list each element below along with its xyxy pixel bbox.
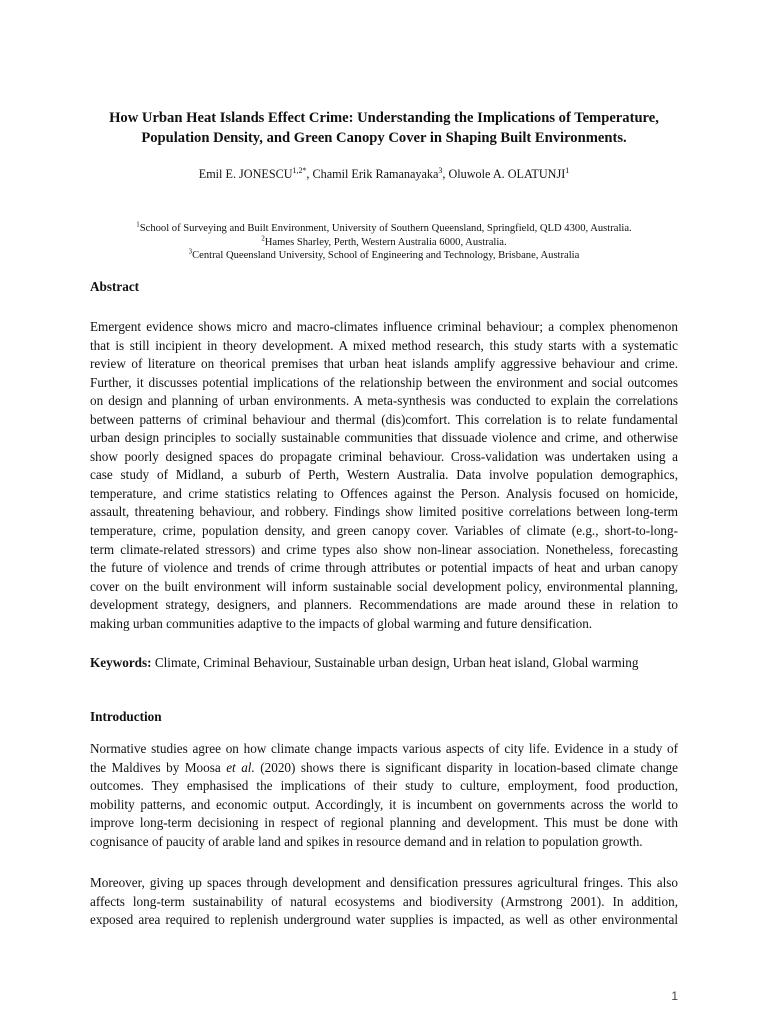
- abstract-line: between patterns of criminal behaviour and thermal (dis)comfort. This correlation is to relate fundamental: [90, 411, 678, 427]
- abstract-line: temperature, and crime statistics relating to Offences against the Person. Analysis focused on homicide,: [90, 485, 678, 501]
- abstract-line: Further, it discusses potential implications of the relationship between the environment and social outcomes: [90, 374, 678, 390]
- abstract-line: the future of violence and trends of crime through attributes or potential impacts of heat and urban canopy: [90, 560, 678, 576]
- intro-p1-line: improve long-term decisioning in respect of regional planning and development. This must be done with: [90, 815, 678, 831]
- intro-p2-line: exposed area required to replenish underground water supplies is impacted, as well as other environmental: [90, 912, 678, 928]
- author-list: [0, 166, 768, 182]
- title-line-2: Population Density, and Green Canopy Cover in Shaping Built Environments.: [141, 130, 627, 146]
- abstract-line: on design and planning of urban environments. A meta-synthesis was conducted to explain the correlations: [90, 393, 678, 409]
- affiliation-3: $^3$Central Queensland University, School of Engineering and Technology, Brisbane, Australia: [188, 248, 580, 261]
- keywords-text: Climate, Criminal Behaviour, Sustainable urban design, Urban heat island, Global warming: [151, 655, 639, 670]
- abstract-line: show poorly designed spaces do propagate criminal behaviour. Cross-validation was undertaken using a: [90, 448, 678, 464]
- intro-p1-line: Normative studies agree on how climate change impacts various aspects of city life. Evidence in a study of: [90, 741, 678, 756]
- intro-p1-line: mobility patterns, and economic output. Accordingly, it is incumbent on governments across the world to: [90, 796, 678, 812]
- author-2: Chamil Erik Ramanayaka$^3$,: [312, 165, 449, 181]
- abstract-line: urban design principles to socially sustainable communities that dissuade violence and crime, and otherwise: [90, 430, 678, 446]
- keywords: [90, 654, 639, 672]
- title-line-1: How Urban Heat Islands Effect Crime: Understanding the Implications of Temperature,: [109, 110, 659, 126]
- abstract-line: making urban communities adaptive to the impacts of global warming and future densification.: [90, 615, 593, 631]
- abstract-line: cover on the built environment will inform sustainable social development policy, environmental planning,: [90, 578, 678, 594]
- abstract-heading: Abstract: [90, 279, 140, 294]
- introduction-heading: Introduction: [90, 709, 162, 724]
- page-number: 1: [671, 989, 678, 1003]
- abstract-line: development strategy, designers, and planners. Recommendations are made around these in relation to: [90, 597, 678, 613]
- abstract-line: Emergent evidence shows micro and macro-climates influence criminal behaviour; a complex phenomenon: [90, 319, 678, 334]
- affiliation-2: $^2$Hames Sharley, Perth, Western Australia 6000, Australia.: [261, 234, 507, 248]
- abstract-line: assault, threatening behaviour, and robbery. Findings show limited positive correlations between long-term: [90, 504, 678, 520]
- abstract-line: that is still incipient in theory development. A mixed method research, this study starts with a systematic: [90, 337, 678, 353]
- keywords-label: Keywords:: [90, 655, 152, 670]
- intro-p1-line: the Maldives by Moosa et al. (2020) shows there is significant disparity in location-based climate change: [90, 759, 678, 775]
- intro-p2-line: Moreover, giving up spaces through development and densification pressures agricultural fringes. This also: [90, 875, 678, 890]
- intro-p2-line: affects long-term sustainability of natural ecosystems and biodiversity (Armstrong 2001). In addition,: [90, 893, 678, 909]
- abstract-paragraph: [90, 318, 678, 633]
- intro-paragraph-1: [90, 740, 678, 851]
- abstract-line: review of literature on theorical premises that urban heat islands amplify aggressive behaviour and crime.: [90, 356, 678, 372]
- affiliations: [0, 222, 768, 263]
- paper-title: [60, 108, 708, 148]
- intro-p1-line: outcomes. They emphasised the implications of their study to culture, employment, food production,: [90, 778, 678, 794]
- affiliation-1: $^1$School of Surveying and Built Environment, University of Southern Queensland, Springfield, QLD 4300, Australia.: [136, 221, 632, 234]
- author-1: Emil E. $JONESCU^{1,2*}$,: [198, 165, 313, 181]
- abstract-line: temperature, crime, population density, and green canopy cover. Variables of climate (e.g., short-to-long-: [90, 523, 678, 539]
- abstract-line: case study of Midland, a suburb of Perth, Western Australia. Data involve population demographics,: [90, 467, 678, 483]
- author-3: Oluwole A. OLATUNJI$^1$: [448, 165, 570, 181]
- abstract-line: term climate-related stressors) and crime types also show non-linear association. Nonetheless, forecasting: [90, 541, 678, 557]
- intro-paragraph-2: [90, 874, 678, 930]
- intro-p1-line: cognisance of paucity of arable land and spikes in resource demand and in relation to population growth.: [90, 833, 643, 849]
